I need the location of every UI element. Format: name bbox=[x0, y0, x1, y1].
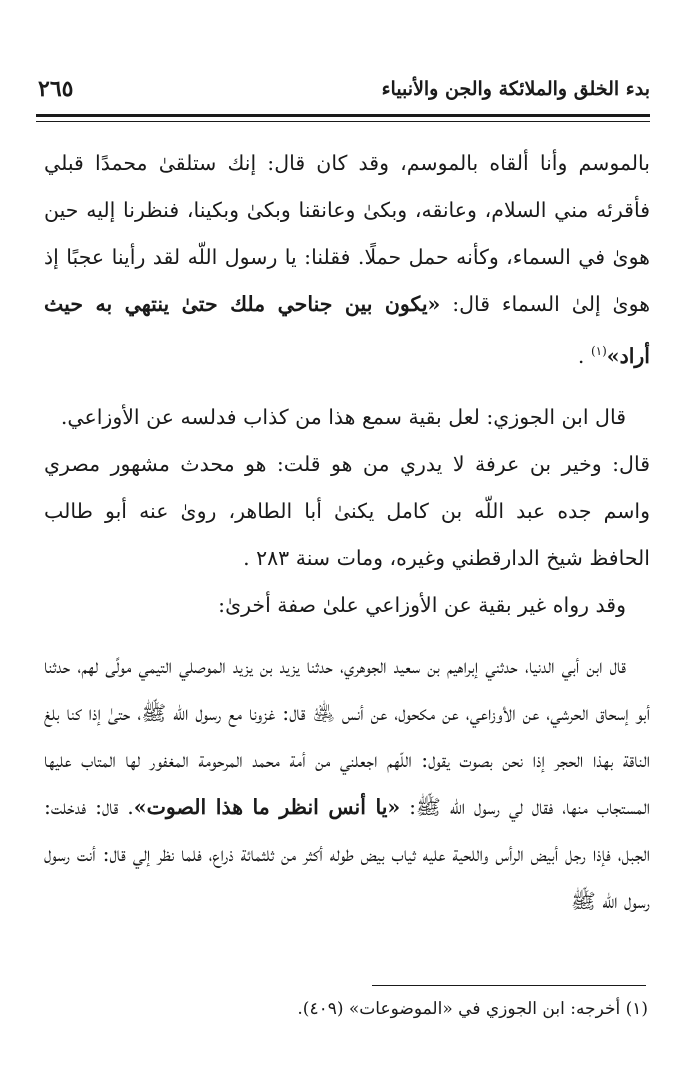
main-text bbox=[44, 140, 650, 925]
paragraph-4: وقد رواه غير بقية عن الأوزاعي علىٰ صفة أخرىٰ: bbox=[218, 592, 626, 617]
paragraph-5-quote: «يا أنس انظر ما هذا الصوت» bbox=[133, 794, 401, 819]
paragraph-1-end: . bbox=[577, 343, 591, 368]
paragraph-5 bbox=[44, 643, 650, 925]
footnote-marker: (١) bbox=[590, 344, 607, 358]
page-number: ٢٦٥ bbox=[38, 76, 74, 102]
header-rule-thin bbox=[36, 121, 650, 122]
footnote: (١) أخرجه: ابن الجوزي في «الموضوعات» (٤٠٩). bbox=[297, 999, 648, 1019]
footnote-rule bbox=[372, 985, 646, 986]
paragraph-2: قال ابن الجوزي: لعل بقية سمع هذا من كذاب فدلسه عن الأوزاعي. bbox=[60, 404, 626, 429]
running-head: بدء الخلق والملائكة والجن والأنبياء bbox=[381, 78, 650, 100]
paragraph-1 bbox=[44, 140, 650, 380]
paragraph-1-text: بالموسم وأنا ألقاه بالموسم، وقد كان قال: إنك ستلقىٰ محمدًا قبلي فأقرئه مني السلام، وعانقه، وبكىٰ وعانقنا وبكىٰ وبكينا، فنظرنا إليه حين هوىٰ في السماء، وكأنه حمل حملًا. فقلنا: يا رسول اللّه لقد رأينا عجبًا إذ هوىٰ إلىٰ السماء قال: bbox=[44, 151, 651, 316]
paragraph-3: قال: وخير بن عرفة لا يدري من هو قلت: هو محدث مشهور مصري واسم جده عبد اللّه بن كامل يكنىٰ أبا الطاهر، روىٰ عنه أبو طالب الحافظ شيخ الدارقطني وغيره، ومات سنة ٢٨٣ . bbox=[44, 451, 650, 570]
page-header bbox=[36, 72, 650, 108]
paragraph-5-text: قال ابن أبي الدنيا، حدثني إبراهيم بن سعيد الجوهري، حدثنا يزيد بن يزيد الموصلي التيمي مولًى لهم، حدثنا أبو إسحاق الحرشي، عن الأوزاعي، عن مكحول، عن أنس ﵁ قال: غزونا مع رسول اللّه ﷺ، حتىٰ إذا كنا بلغ الناقة بهذا الحجر إذا نحن بصوت يقول: اللّهم اجعلني من أمة محمد المرحومة المغفور لها المتاب عليها المستجاب منها، فقال لي رسول اللّه ﷺ: bbox=[44, 653, 650, 819]
paragraph-1-quote: «يكون بين جناحي ملك حتىٰ ينتهي به حيث أراد» bbox=[44, 292, 650, 368]
paragraph-5-end: . قال: فدخلت: الجبل، فإذا رجل أبيض الرأس واللحية عليه ثياب بيض طوله أكثر من ثلثمائة ذراع، فلما نظر إلي قال: أنت رسول رسول اللّه ﷺ bbox=[44, 794, 650, 913]
header-rule-thick bbox=[36, 114, 650, 117]
